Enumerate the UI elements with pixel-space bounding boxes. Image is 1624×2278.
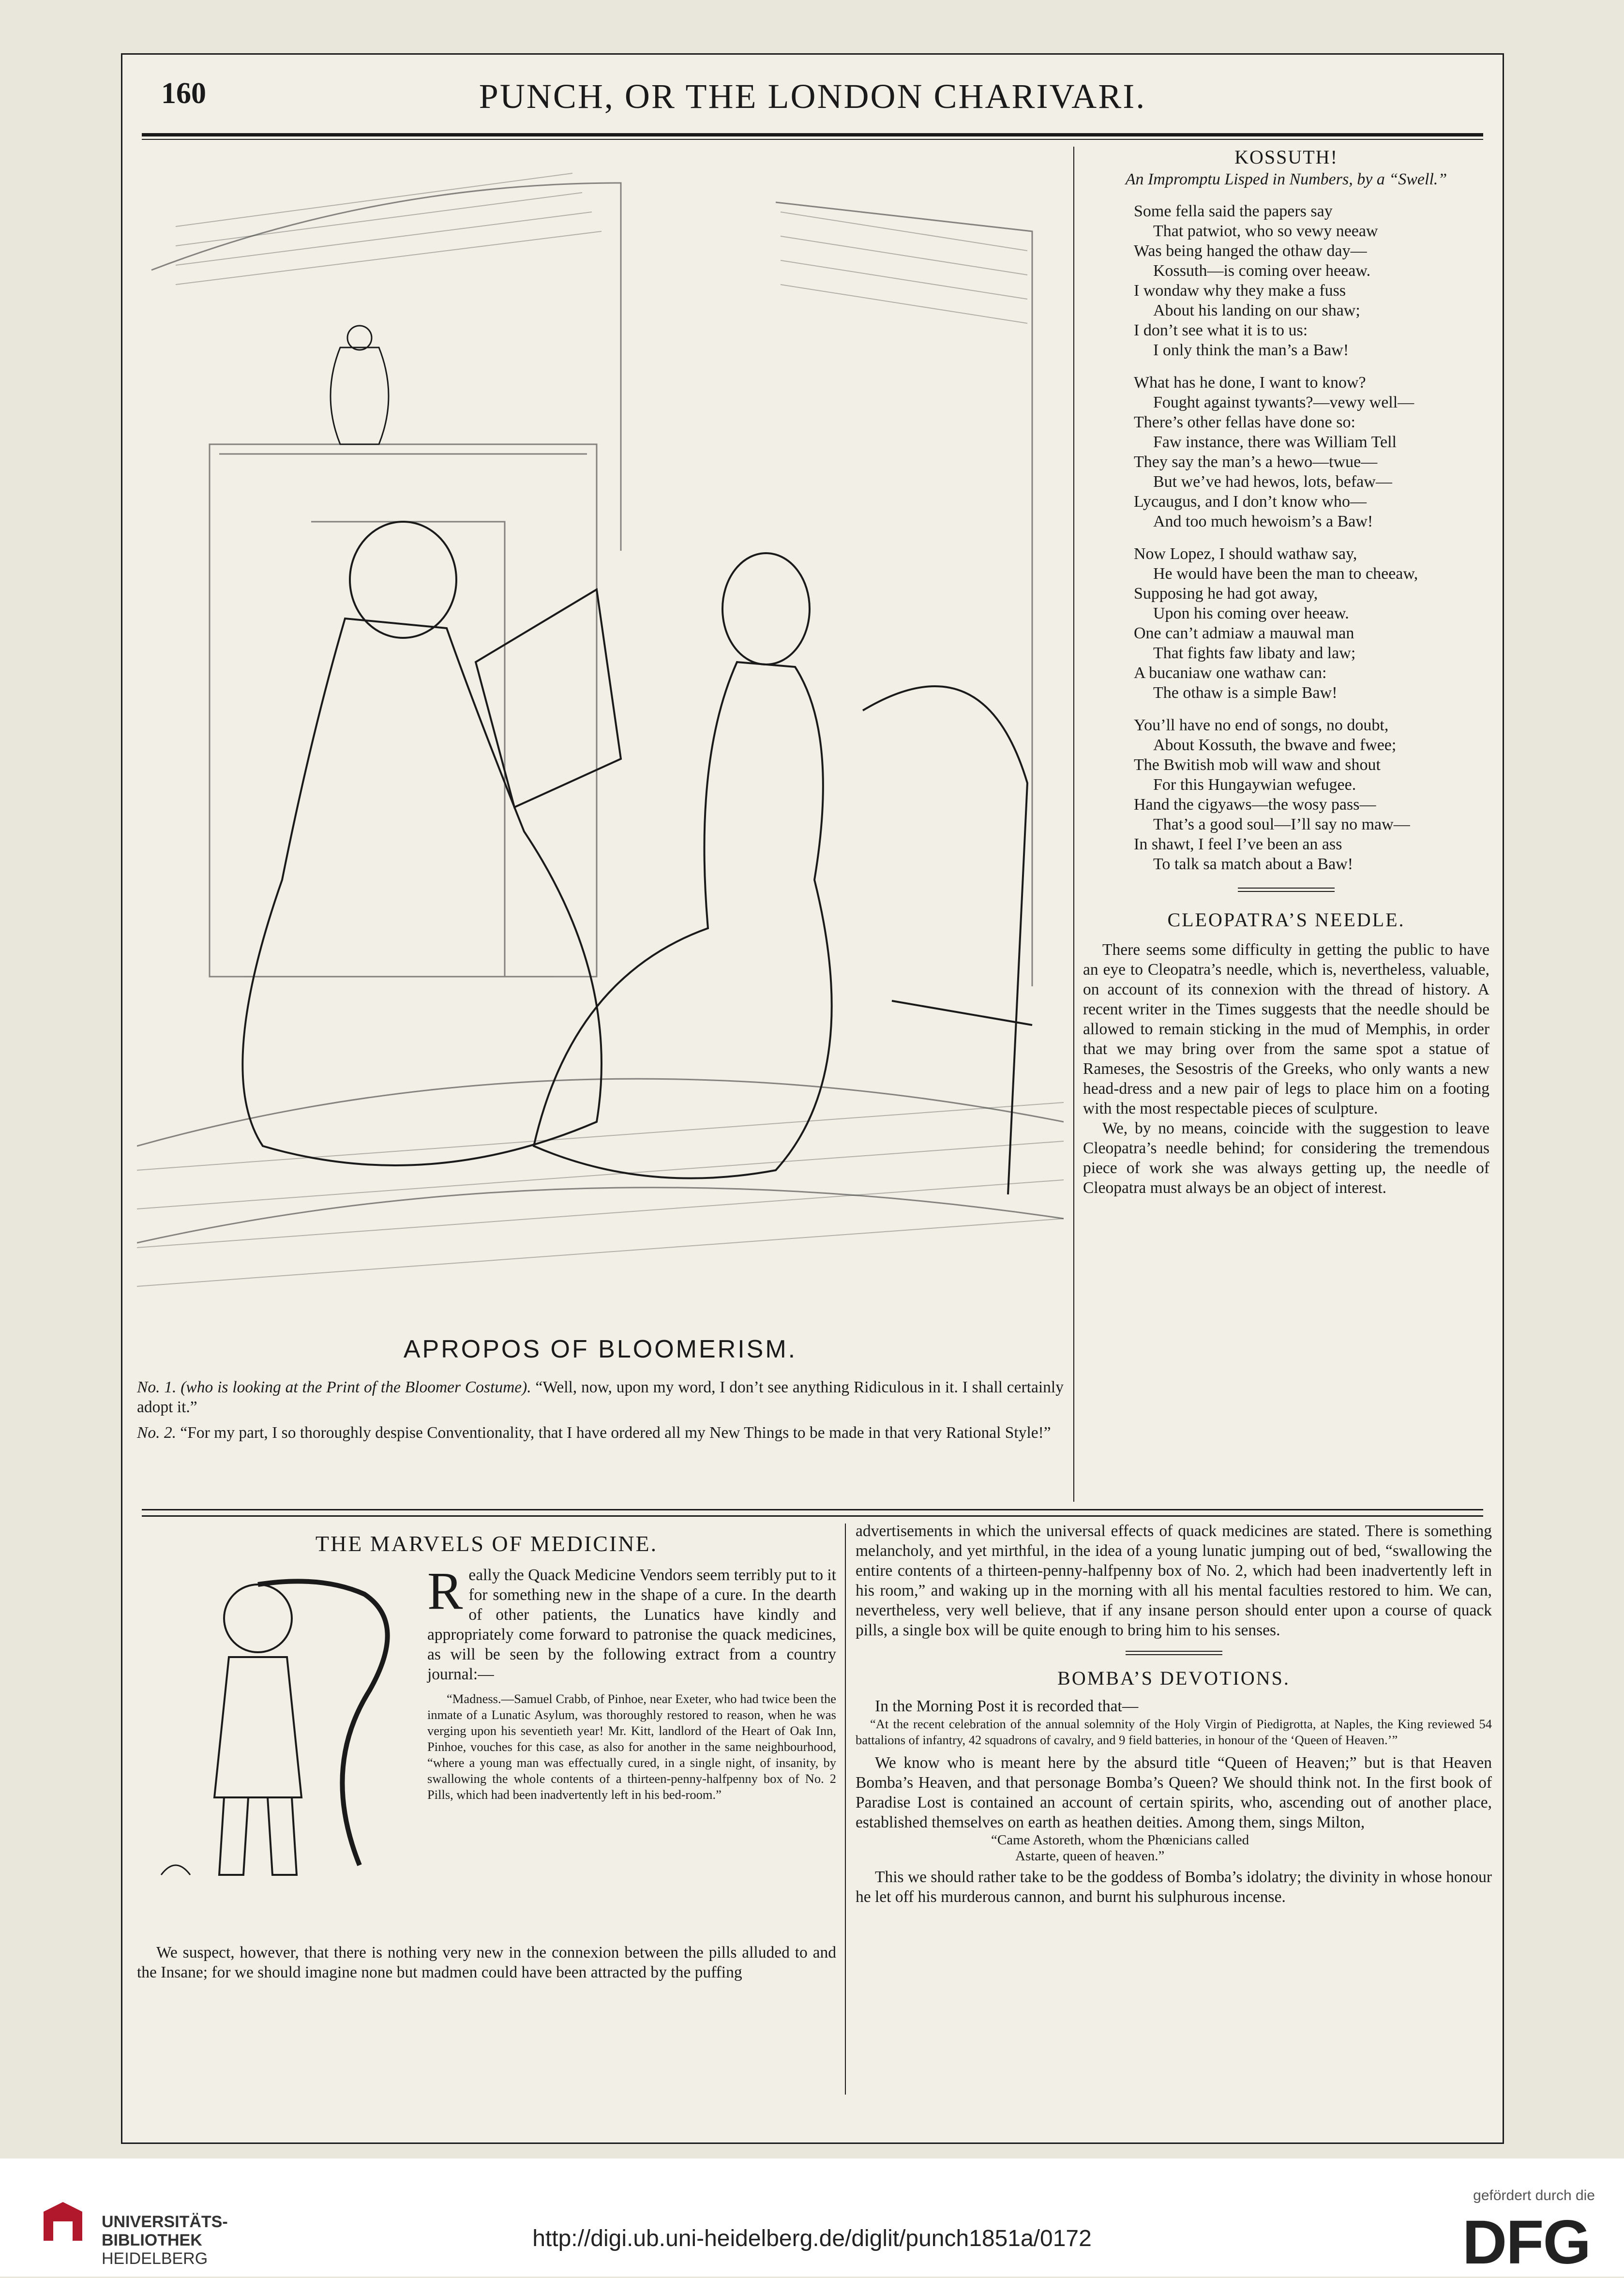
- poem-line: I don’t see what it is to us:: [1134, 321, 1308, 339]
- library-name-line: BIBLIOTHEK: [102, 2231, 202, 2249]
- marvels-title: THE MARVELS OF MEDICINE.: [315, 1531, 658, 1556]
- poem-line: Was being hanged the othaw day—: [1134, 242, 1367, 260]
- caption-no1-stage: (who is looking at the Print of the Bloomer Costume).: [180, 1378, 531, 1396]
- poem-line: About his landing on our shaw;: [1153, 302, 1360, 319]
- kossuth-subtitle: An Impromptu Lisped in Numbers, by a “Swell.”: [1125, 170, 1447, 188]
- bomba-quote: “At the recent celebration of the annual solemnity of the Holy Virgin of Piedigrotta, at Naples, the King reviewed 54 battalions of infantry, 42 squadrons of cavalry, and 9 field batteries, in honour of the ‘Queen of Heaven.’”: [856, 1717, 1492, 1747]
- bomba-paragraph-1: In the Morning Post it is recorded that—: [875, 1697, 1139, 1715]
- caption-no2-prefix: No. 2.: [137, 1424, 176, 1442]
- marvels-paragraph-2: We suspect, however, that there is nothing very new in the connexion between the pills alluded to and the Insane; for we should imagine none but madmen could have been attracted by the puffing: [137, 1944, 836, 1981]
- poem-line: Hand the cigyaws—the wosy pass—: [1134, 796, 1376, 814]
- funded-by-label: gefördert durch die: [1473, 2187, 1595, 2203]
- cleopatra-title: CLEOPATRA’S NEEDLE.: [1167, 909, 1405, 931]
- poem-line: You’ll have no end of songs, no doubt,: [1134, 716, 1389, 734]
- bloomer-illustration-block: [137, 154, 1064, 1504]
- section-divider: [1126, 1651, 1222, 1655]
- caption-no2: [137, 1423, 1064, 1443]
- header-rule-thin: [142, 139, 1483, 140]
- poem-line: For this Hungaywian wefugee.: [1153, 776, 1356, 794]
- poem-line: About Kossuth, the bwave and fwee;: [1153, 736, 1397, 754]
- newspaper-page: [121, 53, 1504, 2144]
- masthead: PUNCH, OR THE LONDON CHARIVARI.: [479, 77, 1146, 116]
- marvels-paragraph-1: eally the Quack Medicine Vendors seem terribly put to it for something new in the shape of a cure. In the dearth of other patients, the Lunatics have kindly and appropriately come forward to patronise the quack medicines, as will be seen by the following extract from a country journal:—: [427, 1566, 836, 1683]
- source-url-link[interactable]: http://digi.ub.uni-heidelberg.de/diglit/punch1851a/0172: [532, 2226, 1092, 2251]
- poem-line: Upon his coming over heeaw.: [1153, 604, 1349, 622]
- poem-line: In shawt, I feel I’ve been an ass: [1134, 835, 1342, 853]
- kossuth-title: KOSSUTH!: [1234, 146, 1338, 168]
- caption-no2-text: “For my part, I so thoroughly despise Conventionality, that I have ordered all my New Things to be made in that very Rational Style!”: [180, 1424, 1051, 1442]
- caption-no1: [137, 1377, 1064, 1417]
- drop-cap: R: [427, 1561, 463, 1620]
- kossuth-stanza: [1134, 544, 1489, 703]
- bottom-right-column: [856, 1521, 1492, 1907]
- poem-line: They say the man’s a hewo—twue—: [1134, 453, 1378, 471]
- page-header: [122, 76, 1503, 125]
- mid-rule: [142, 1509, 1483, 1510]
- poem-line: One can’t admiaw a mauwal man: [1134, 624, 1354, 642]
- digitization-footer: [0, 2158, 1624, 2277]
- poem-line: Kossuth—is coming over heeaw.: [1153, 262, 1371, 280]
- mid-rule-2: [142, 1515, 1483, 1517]
- milton-verse-2: Astarte, queen of heaven.”: [1015, 1848, 1165, 1864]
- poem-line: There’s other fellas have done so:: [1134, 413, 1355, 431]
- section-divider: [1238, 888, 1335, 892]
- poem-line: He would have been the man to cheeaw,: [1153, 565, 1418, 583]
- poem-line: Faw instance, there was William Tell: [1153, 433, 1397, 451]
- poem-line: Supposing he had got away,: [1134, 585, 1318, 603]
- library-name-line: HEIDELBERG: [102, 2249, 208, 2268]
- marvels-quote: “Madness.—Samuel Crabb, of Pinhoe, near Exeter, who had twice been the inmate of a Lunatic Asylum, was thoroughly restored to reason, when he was verging upon his seventieth year! Mr. Kitt, landlord of the Heart of Oak Inn, Pinhoe, vouches for this case, as also for another in the same neighbourhood, “where a young man was effectually cured, in a single night, of insanity, by swallowing the whole contents of a thirteen-penny-halfpenny box of No. 2 Pills, which had been inadvertently left in his bed-room.”: [427, 1691, 836, 1802]
- header-rule: [142, 133, 1483, 136]
- dfg-logo: DFG: [1462, 2208, 1590, 2277]
- poem-line: Lycaugus, and I don’t know who—: [1134, 493, 1367, 511]
- poem-line: That’s a good soul—I’ll say no maw—: [1153, 815, 1410, 833]
- bomba-paragraph-3: This we should rather take to be the goddess of Bomba’s idolatry; the divinity in whose honour he let off his murderous cannon, and burnt his sulphurous incense.: [856, 1868, 1492, 1906]
- column-divider-top: [1073, 147, 1074, 1502]
- illustration-title: APROPOS OF BLOOMERISM.: [403, 1335, 797, 1363]
- caption-no1-text: “Well, now, upon my word, I don’t see anything Ridiculous in it. I shall certainly adopt it.”: [137, 1378, 1064, 1416]
- caption-no1-prefix: No. 1.: [137, 1378, 177, 1396]
- poem-line: Fought against tywants?—vewy well—: [1153, 393, 1414, 411]
- library-name-line: UNIVERSITÄTS-: [102, 2213, 228, 2231]
- right-column: [1083, 146, 1489, 1198]
- poem-line: That fights faw libaty and law;: [1153, 644, 1356, 662]
- bomba-title: BOMBA’S DEVOTIONS.: [1057, 1667, 1290, 1689]
- bomba-paragraph-2: We know who is meant here by the absurd title “Queen of Heaven;” but is that Heaven Bomba’s Heaven, and that personage Bomba’s Queen? We should think not. In the first book of Paradise Lost is contained an account of certain spirits, who, ascending out of another place, established themselves on earth as heathen deities. Among them, sings Milton,: [856, 1754, 1492, 1831]
- poem-line: I only think the man’s a Baw!: [1153, 341, 1349, 359]
- marvels-paragraph-3: advertisements in which the universal effects of quack medicines are stated. There is something melancholy, and yet mirthful, in the idea of a young lunatic jumping out of bed, “swallowing the entire contents of a thirteen-penny-halfpenny box of No. 2, which had been inadvertently left in his room,” and waking up in the morning with all his mental faculties restored to him. We can, nevertheless, very well believe, that if any insane person should enter upon a course of quack pills, a single box will be quite enough to bring him to his senses.: [856, 1522, 1492, 1639]
- poem-line: The Bwitish mob will waw and shout: [1134, 756, 1381, 774]
- poem-line: But we’ve had hewos, lots, befaw—: [1153, 473, 1392, 491]
- poem-line: Now Lopez, I should wathaw say,: [1134, 545, 1357, 563]
- column-divider-bottom: [845, 1524, 846, 2095]
- quack-figure-illustration: [137, 1565, 418, 1943]
- poem-line: And too much hewoism’s a Baw!: [1153, 513, 1373, 530]
- poem-line: A bucaniaw one wathaw can:: [1134, 664, 1327, 682]
- cleopatra-paragraph-2: We, by no means, coincide with the suggestion to leave Cleopatra’s needle behind; for considering the tremendous piece of work she was always getting up, the needle of Cleopatra must always be an object of interest.: [1083, 1119, 1489, 1197]
- poem-line: Some fella said the papers say: [1134, 202, 1333, 220]
- page-number: 160: [161, 77, 206, 110]
- kossuth-poem: [1083, 201, 1489, 874]
- marvels-column: [137, 1531, 836, 1982]
- poem-line: The othaw is a simple Baw!: [1153, 684, 1338, 702]
- poem-line: What has he done, I want to know?: [1134, 374, 1366, 392]
- poem-line: That patwiot, who so vewy neeaw: [1153, 222, 1378, 240]
- milton-verse-1: “Came Astoreth, whom the Phœnicians called: [991, 1832, 1249, 1848]
- kossuth-stanza: [1134, 201, 1489, 360]
- kossuth-stanza: [1134, 715, 1489, 874]
- marvels-body: [137, 1561, 836, 1982]
- cleopatra-paragraph-1: There seems some difficulty in getting the public to have an eye to Cleopatra’s needle, which is, nevertheless, valuable, on account of its connexion with the thread of history. A recent writer in the Times suggests that the needle should be allowed to remain sticking in the mud of Memphis, in order that we may bring over from the same spot a statue of Rameses, the Sesostris of the Greeks, who only wants a new head-dress and a new pair of legs to place him on a footing with the most respectable pieces of sculpture.: [1083, 941, 1489, 1117]
- poem-line: To talk sa match about a Baw!: [1153, 855, 1353, 873]
- kossuth-stanza: [1134, 373, 1489, 531]
- poem-line: I wondaw why they make a fuss: [1134, 282, 1346, 300]
- bloomer-engraving: [137, 154, 1064, 1320]
